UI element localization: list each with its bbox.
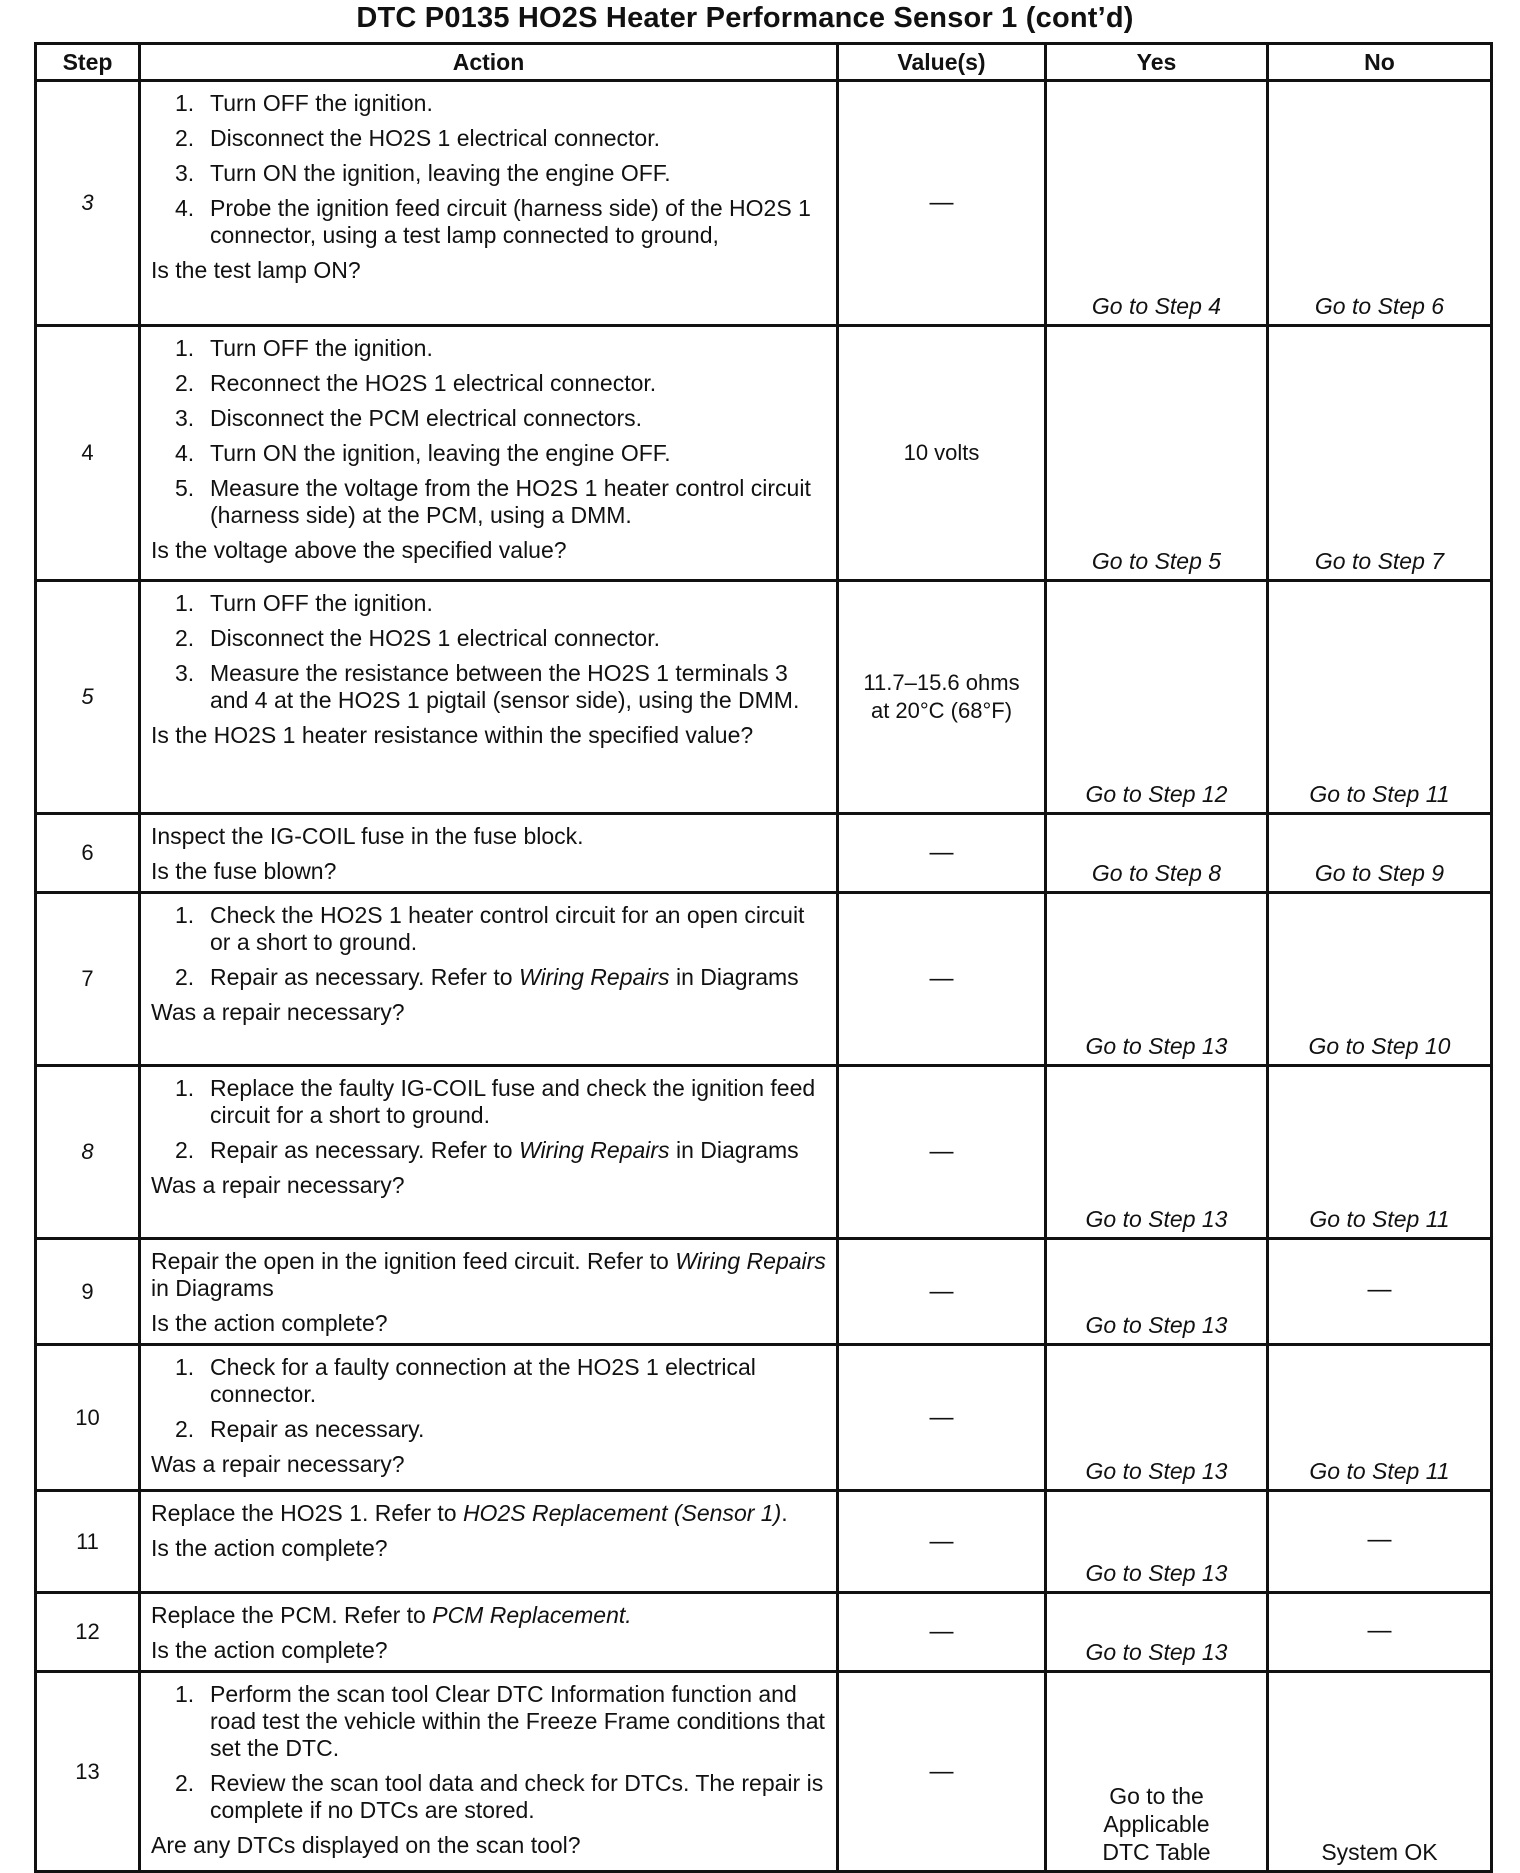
no-cell: Go to Step 11 bbox=[1268, 1345, 1492, 1491]
action-cell bbox=[140, 326, 838, 581]
action-question: Was a repair necessary? bbox=[151, 1172, 405, 1198]
step-number: 3 bbox=[36, 81, 140, 326]
action-item: 1. Check the HO2S 1 heater control circuit for an open circuit or a short to ground. bbox=[175, 902, 805, 955]
action-item: 1. Perform the scan tool Clear DTC Information function and road test the vehicle within the Freeze Frame conditions that set the DTC. bbox=[175, 1681, 825, 1761]
action-question: Was a repair necessary? bbox=[151, 999, 405, 1025]
action-item: 2. Disconnect the HO2S 1 electrical connector. bbox=[175, 625, 661, 651]
table-row bbox=[36, 1066, 1492, 1239]
value-cell: — bbox=[838, 1491, 1046, 1593]
action-item: 2. Repair as necessary. Refer to Wiring Repairs in Diagrams bbox=[175, 1137, 799, 1163]
table-row bbox=[36, 814, 1492, 893]
value-line: at 20°C (68°F) bbox=[870, 698, 1013, 723]
header-no: No bbox=[1268, 44, 1492, 81]
step-number: 13 bbox=[36, 1672, 140, 1872]
value-cell: — bbox=[838, 814, 1046, 893]
yes-line: Applicable bbox=[1103, 1811, 1210, 1837]
value-cell: — bbox=[838, 81, 1046, 326]
value-cell: — bbox=[838, 1066, 1046, 1239]
no-cell: System OK bbox=[1268, 1672, 1492, 1872]
action-question: Was a repair necessary? bbox=[151, 1451, 405, 1477]
action-question: Is the fuse blown? bbox=[151, 858, 337, 884]
step-number: 7 bbox=[36, 893, 140, 1066]
reference-link[interactable]: Wiring Repairs bbox=[675, 1248, 826, 1274]
reference-link[interactable]: PCM Replacement. bbox=[432, 1602, 632, 1628]
action-item: 1. Check for a faulty connection at the HO2S 1 electrical connector. bbox=[175, 1354, 756, 1407]
yes-cell: Go to Step 8 bbox=[1046, 814, 1268, 893]
action-cell bbox=[140, 1491, 838, 1593]
yes-cell: Go to Step 5 bbox=[1046, 326, 1268, 581]
action-cell bbox=[140, 81, 838, 326]
value-cell: — bbox=[838, 893, 1046, 1066]
step-number: 5 bbox=[36, 581, 140, 814]
reference-link[interactable]: HO2S Replacement (Sensor 1) bbox=[462, 1500, 782, 1526]
no-cell: Go to Step 7 bbox=[1268, 326, 1492, 581]
value-cell bbox=[838, 581, 1046, 814]
no-cell: Go to Step 11 bbox=[1268, 1066, 1492, 1239]
action-item: 2. Repair as necessary. Refer to Wiring Repairs in Diagrams bbox=[175, 964, 799, 990]
yes-cell: Go to Step 13 bbox=[1046, 1066, 1268, 1239]
action-cell bbox=[140, 1239, 838, 1345]
value-cell: — bbox=[838, 1593, 1046, 1672]
no-cell: Go to Step 9 bbox=[1268, 814, 1492, 893]
yes-line: DTC Table bbox=[1102, 1839, 1211, 1865]
action-item: 3. Measure the resistance between the HO2S 1 terminals 3 and 4 at the HO2S 1 pigtail (sensor side), using the DMM. bbox=[175, 660, 800, 713]
yes-line: Go to the bbox=[1109, 1783, 1204, 1809]
yes-cell bbox=[1046, 1672, 1268, 1872]
action-question: Is the voltage above the specified value? bbox=[151, 537, 567, 563]
table-row bbox=[36, 326, 1492, 581]
action-text: Repair the open in the ignition feed circuit. Refer to Wiring Repairs in Diagrams bbox=[151, 1248, 826, 1301]
action-question: Is the action complete? bbox=[151, 1310, 388, 1336]
action-question: Is the test lamp ON? bbox=[151, 257, 361, 283]
no-cell: — bbox=[1268, 1593, 1492, 1672]
no-cell: — bbox=[1268, 1491, 1492, 1593]
value-cell: — bbox=[838, 1672, 1046, 1872]
no-cell: Go to Step 11 bbox=[1268, 581, 1492, 814]
action-text: Replace the PCM. Refer to PCM Replacement. bbox=[151, 1602, 632, 1628]
yes-cell: Go to Step 13 bbox=[1046, 1345, 1268, 1491]
action-cell bbox=[140, 893, 838, 1066]
action-item: 2. Repair as necessary. bbox=[175, 1416, 425, 1442]
step-number: 11 bbox=[36, 1491, 140, 1593]
action-item: 1. Replace the faulty IG-COIL fuse and check the ignition feed circuit for a short to ground. bbox=[175, 1075, 816, 1128]
table-row bbox=[36, 1672, 1492, 1872]
step-number: 10 bbox=[36, 1345, 140, 1491]
action-cell bbox=[140, 814, 838, 893]
action-item: 4. Turn ON the ignition, leaving the engine OFF. bbox=[175, 440, 671, 466]
table-row bbox=[36, 1491, 1492, 1593]
action-item: 2. Disconnect the HO2S 1 electrical connector. bbox=[175, 125, 661, 151]
diagnostic-table bbox=[34, 42, 1493, 1873]
table-row bbox=[36, 1239, 1492, 1345]
step-number: 12 bbox=[36, 1593, 140, 1672]
yes-cell: Go to Step 4 bbox=[1046, 81, 1268, 326]
action-cell bbox=[140, 1066, 838, 1239]
value-line: 11.7–15.6 ohms bbox=[863, 670, 1020, 695]
action-item: 1. Turn OFF the ignition. bbox=[175, 335, 433, 361]
action-text: Replace the HO2S 1. Refer to HO2S Replacement (Sensor 1). bbox=[151, 1500, 788, 1526]
action-item: 5. Measure the voltage from the HO2S 1 heater control circuit (harness side) at the PCM, using a DMM. bbox=[175, 475, 811, 528]
no-cell: — bbox=[1268, 1239, 1492, 1345]
action-question: Are any DTCs displayed on the scan tool? bbox=[151, 1832, 581, 1858]
header-values: Value(s) bbox=[838, 44, 1046, 81]
header-action: Action bbox=[140, 44, 838, 81]
action-question: Is the HO2S 1 heater resistance within the specified value? bbox=[151, 722, 754, 748]
action-item: 1. Turn OFF the ignition. bbox=[175, 90, 433, 116]
header-row bbox=[36, 44, 1492, 81]
yes-cell: Go to Step 13 bbox=[1046, 893, 1268, 1066]
page-title: DTC P0135 HO2S Heater Performance Sensor 1 (cont’d) bbox=[356, 2, 1134, 34]
action-item: 2. Reconnect the HO2S 1 electrical connector. bbox=[175, 370, 657, 396]
action-item: 4. Probe the ignition feed circuit (harness side) of the HO2S 1 connector, using a test lamp connected to ground, bbox=[175, 195, 811, 248]
table-row bbox=[36, 581, 1492, 814]
action-question: Is the action complete? bbox=[151, 1637, 388, 1663]
action-item: 3. Disconnect the PCM electrical connectors. bbox=[175, 405, 643, 431]
table-row bbox=[36, 893, 1492, 1066]
table-row bbox=[36, 1593, 1492, 1672]
value-cell: 10 volts bbox=[838, 326, 1046, 581]
yes-cell: Go to Step 12 bbox=[1046, 581, 1268, 814]
step-number: 8 bbox=[36, 1066, 140, 1239]
action-cell bbox=[140, 581, 838, 814]
action-item: 2. Review the scan tool data and check for DTCs. The repair is complete if no DTCs are stored. bbox=[175, 1770, 824, 1823]
value-cell: — bbox=[838, 1239, 1046, 1345]
table-row bbox=[36, 81, 1492, 326]
step-number: 6 bbox=[36, 814, 140, 893]
header-step: Step bbox=[36, 44, 140, 81]
reference-link[interactable]: Wiring Repairs bbox=[518, 964, 670, 990]
header-yes: Yes bbox=[1046, 44, 1268, 81]
value-cell: — bbox=[838, 1345, 1046, 1491]
yes-cell: Go to Step 13 bbox=[1046, 1239, 1268, 1345]
action-cell bbox=[140, 1345, 838, 1491]
yes-cell: Go to Step 13 bbox=[1046, 1491, 1268, 1593]
step-number: 4 bbox=[36, 326, 140, 581]
step-number: 9 bbox=[36, 1239, 140, 1345]
action-item: 1. Turn OFF the ignition. bbox=[175, 590, 433, 616]
action-text: Inspect the IG-COIL fuse in the fuse block. bbox=[151, 823, 584, 849]
action-question: Is the action complete? bbox=[151, 1535, 388, 1561]
action-cell bbox=[140, 1593, 838, 1672]
reference-link[interactable]: Wiring Repairs bbox=[518, 1137, 670, 1163]
action-item: 3. Turn ON the ignition, leaving the engine OFF. bbox=[175, 160, 671, 186]
no-cell: Go to Step 10 bbox=[1268, 893, 1492, 1066]
action-cell bbox=[140, 1672, 838, 1872]
no-cell: Go to Step 6 bbox=[1268, 81, 1492, 326]
yes-cell: Go to Step 13 bbox=[1046, 1593, 1268, 1672]
table-row bbox=[36, 1345, 1492, 1491]
